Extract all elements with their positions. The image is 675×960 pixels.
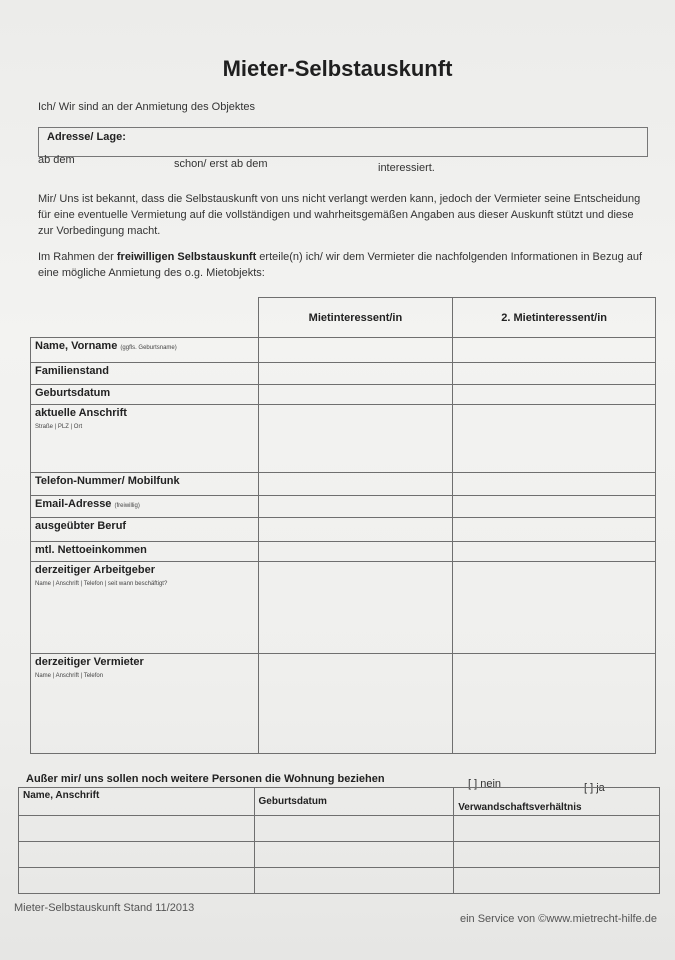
table-row: [31, 405, 656, 473]
col-header-birthdate: Geburtsdatum: [254, 788, 454, 816]
checkbox-no[interactable]: [ ] nein: [468, 778, 502, 790]
date-from-field[interactable]: [82, 151, 170, 167]
phone-applicant-1-field[interactable]: [258, 473, 453, 496]
table-row: [31, 363, 656, 385]
table-header-row: [31, 298, 656, 338]
address-label: Adresse/ Lage:: [47, 131, 126, 143]
marital-status-applicant-2-field[interactable]: [453, 363, 656, 385]
person-1-name-field[interactable]: [19, 816, 255, 842]
col-header-relationship: Verwandschaftsverhältnis: [454, 788, 660, 816]
date-since-field[interactable]: [282, 155, 374, 171]
disclaimer-paragraph: Mir/ Uns ist bekannt, dass die Selbstauskunft von uns nicht verlangt werden kann, jedoch der Vermieter seine Entscheidung für eine eventuelle Vermietung auf die vollständigen und wahrheitsgemäßen Angaben aus dieser Auskunft stützt und diese zur Vorbedingung macht.: [38, 193, 641, 237]
footer-credit: ein Service von ©www.mietrecht-hilfe.de: [459, 913, 657, 925]
occupation-applicant-1-field[interactable]: [258, 518, 453, 542]
row-label-phone: Telefon-Nummer/ Mobilfunk: [31, 473, 259, 496]
table-row: [31, 496, 656, 518]
row-label-employer: derzeitiger Arbeitgeber Name | Anschrift | Telefon | seit wann beschäftigt?: [31, 562, 259, 654]
interested-text: interessiert.: [378, 162, 435, 174]
page-title: Mieter-Selbstauskunft: [222, 56, 453, 81]
consent-text-2: erteile(n) ich/ wir dem Vermieter die nachfolgenden Informationen in Bezug auf eine mögliche Anmietung des o.g. Mietobjekts:: [38, 251, 643, 279]
row-label-income: mtl. Nettoeinkommen: [31, 542, 259, 562]
col-header-name-address: Name, Anschrift: [19, 788, 255, 816]
table-header-row: [19, 788, 660, 816]
row-label-birthdate: Geburtsdatum: [31, 385, 259, 405]
table-header-blank: [31, 298, 259, 338]
employer-applicant-2-field[interactable]: [453, 562, 656, 654]
person-1-relationship-field[interactable]: [454, 816, 660, 842]
row-label-address: aktuelle Anschrift Straße | PLZ | Ort: [31, 405, 259, 473]
occupation-applicant-2-field[interactable]: [453, 518, 656, 542]
name-applicant-1-field[interactable]: [258, 338, 453, 363]
person-3-birthdate-field[interactable]: [254, 868, 454, 894]
table-row: [19, 842, 660, 868]
table-row: [31, 654, 656, 754]
marital-status-applicant-1-field[interactable]: [258, 363, 453, 385]
table-row: [31, 385, 656, 405]
consent-paragraph: [38, 249, 650, 281]
landlord-applicant-2-field[interactable]: [453, 654, 656, 754]
email-applicant-1-field[interactable]: [258, 496, 453, 518]
person-2-birthdate-field[interactable]: [254, 842, 454, 868]
employer-applicant-1-field[interactable]: [258, 562, 453, 654]
col-header-applicant-1: Mietinteressent/in: [258, 298, 453, 338]
checkbox-yes[interactable]: [ ] ja: [584, 782, 605, 794]
intro-text: Ich/ Wir sind an der Anmietung des Objektes: [38, 101, 256, 113]
income-applicant-2-field[interactable]: [453, 542, 656, 562]
name-applicant-2-field[interactable]: [453, 338, 656, 363]
other-persons-title: Außer mir/ uns sollen noch weitere Personen die Wohnung beziehen: [26, 773, 385, 785]
person-2-name-field[interactable]: [19, 842, 255, 868]
person-1-birthdate-field[interactable]: [254, 816, 454, 842]
table-row: [31, 338, 656, 363]
email-applicant-2-field[interactable]: [453, 496, 656, 518]
table-row: [31, 473, 656, 496]
col-header-applicant-2: 2. Mietinteressent/in: [453, 298, 656, 338]
row-label-occupation: ausgeübter Beruf: [31, 518, 259, 542]
table-row: [19, 816, 660, 842]
row-label-landlord: derzeitiger Vermieter Name | Anschrift | Telefon: [31, 654, 259, 754]
table-row: [31, 562, 656, 654]
table-row: [19, 868, 660, 894]
row-label-name: Name, Vorname (ggfls. Geburtsname): [31, 338, 259, 363]
person-3-name-field[interactable]: [19, 868, 255, 894]
footer-version: Mieter-Selbstauskunft Stand 11/2013: [14, 902, 195, 914]
phone-applicant-2-field[interactable]: [453, 473, 656, 496]
birthdate-applicant-2-field[interactable]: [453, 385, 656, 405]
person-3-relationship-field[interactable]: [454, 868, 660, 894]
date-from-label: ab dem: [38, 154, 75, 166]
applicant-table: [30, 297, 656, 754]
address-applicant-1-field[interactable]: [258, 405, 453, 473]
other-persons-table: [18, 787, 660, 894]
consent-text-1: Im Rahmen der: [38, 251, 117, 263]
row-label-marital-status: Familienstand: [31, 363, 259, 385]
row-label-email: Email-Adresse (freiwillig): [31, 496, 259, 518]
income-applicant-1-field[interactable]: [258, 542, 453, 562]
consent-bold: freiwilligen Selbstauskunft: [116, 251, 257, 263]
birthdate-applicant-1-field[interactable]: [258, 385, 453, 405]
table-row: [31, 518, 656, 542]
table-row: [31, 542, 656, 562]
address-applicant-2-field[interactable]: [453, 405, 656, 473]
person-2-relationship-field[interactable]: [454, 842, 660, 868]
date-since-label: schon/ erst ab dem: [174, 158, 268, 170]
landlord-applicant-1-field[interactable]: [258, 654, 453, 754]
